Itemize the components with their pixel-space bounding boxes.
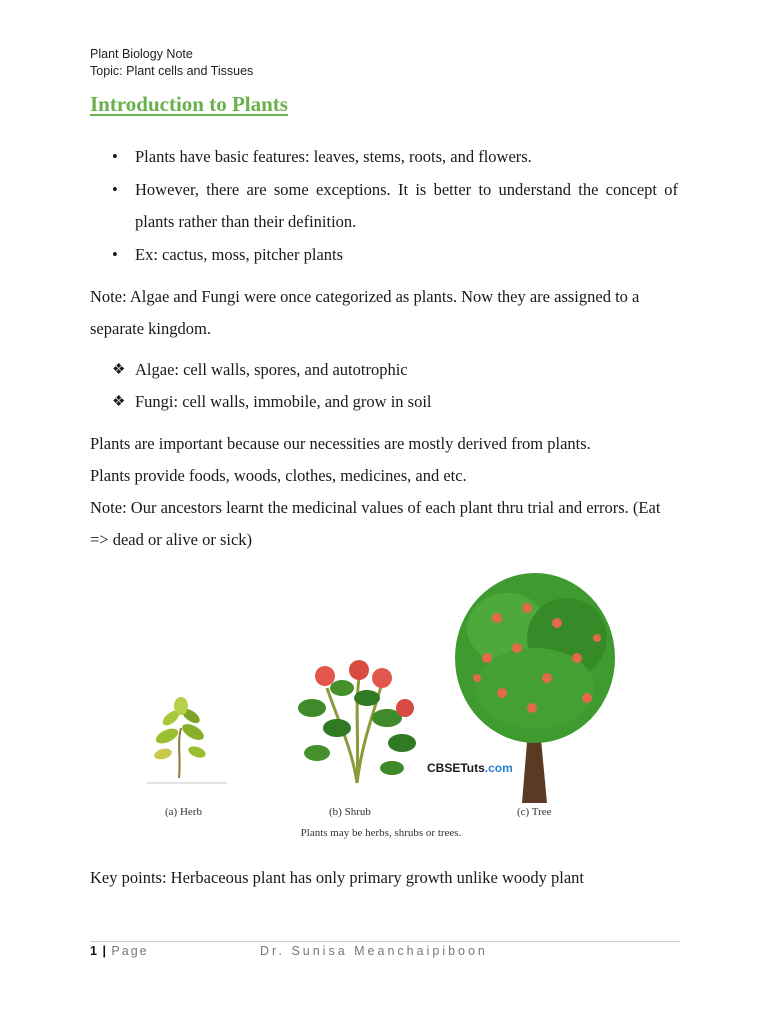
herb-illustration bbox=[153, 697, 207, 778]
document-header bbox=[90, 46, 253, 80]
paragraph-line: Plants provide foods, woods, clothes, medicines, and etc. bbox=[90, 466, 467, 485]
note-algae-fungi: Note: Algae and Fungi were once categorized as plants. Now they are assigned to a separate kingdom. bbox=[90, 287, 640, 338]
header-topic: Topic: Plant cells and Tissues bbox=[90, 64, 254, 78]
bullet-text: However, there are some exceptions. It is better to understand the concept of plants rather than their definition. bbox=[135, 180, 678, 231]
bullet-dot-icon: • bbox=[112, 180, 118, 199]
bullet-dot-icon: • bbox=[112, 147, 118, 166]
kingdom-list bbox=[90, 354, 432, 418]
bullet-dot-icon: • bbox=[112, 245, 118, 264]
kingdom-text: Fungi: cell walls, immobile, and grow in soil bbox=[135, 392, 432, 411]
importance-paragraph bbox=[90, 428, 678, 556]
herb-label: (a) Herb bbox=[165, 806, 202, 818]
bullet-item bbox=[90, 174, 678, 238]
bullet-text: Ex: cactus, moss, pitcher plants bbox=[135, 245, 344, 264]
shrub-illustration bbox=[298, 660, 416, 783]
watermark-domain: .com bbox=[484, 761, 513, 775]
kingdom-item bbox=[90, 386, 432, 418]
feature-bullet-list bbox=[90, 141, 678, 272]
watermark-text bbox=[427, 761, 513, 775]
footer-separator: | bbox=[102, 944, 106, 958]
page-footer bbox=[90, 944, 149, 958]
diamond-bullet-icon: ❖ bbox=[112, 362, 126, 378]
tree-label: (c) Tree bbox=[517, 806, 552, 818]
footer-divider bbox=[90, 941, 680, 942]
plant-types-figure bbox=[137, 568, 625, 848]
figure-caption: Plants may be herbs, shrubs or trees. bbox=[300, 827, 462, 839]
header-course: Plant Biology Note bbox=[90, 47, 193, 61]
page-word: Page bbox=[111, 944, 149, 958]
paragraph-line: Note: Our ancestors learnt the medicinal values of each plant thru trial and errors. (Eat => dead or alive or sick) bbox=[90, 498, 661, 549]
shrub-label: (b) Shrub bbox=[329, 806, 371, 818]
plant-illustration bbox=[137, 568, 625, 818]
kingdom-item bbox=[90, 354, 432, 386]
section-title: Introduction to Plants bbox=[90, 92, 288, 116]
watermark-part: CBSETuts bbox=[427, 761, 485, 775]
paragraph-line: Plants are important because our necessities are mostly derived from plants. bbox=[90, 434, 591, 453]
bullet-text: Plants have basic features: leaves, stems, roots, and flowers. bbox=[135, 147, 532, 166]
diamond-bullet-icon: ❖ bbox=[112, 394, 126, 410]
footer-author: Dr. Sunisa Meanchaipiboon bbox=[260, 944, 488, 958]
page-number: 1 bbox=[90, 944, 97, 958]
bullet-item bbox=[90, 239, 678, 271]
key-points: Key points: Herbaceous plant has only primary growth unlike woody plant bbox=[90, 868, 584, 887]
bullet-item bbox=[90, 141, 678, 173]
kingdom-text: Algae: cell walls, spores, and autotrophic bbox=[135, 360, 408, 379]
